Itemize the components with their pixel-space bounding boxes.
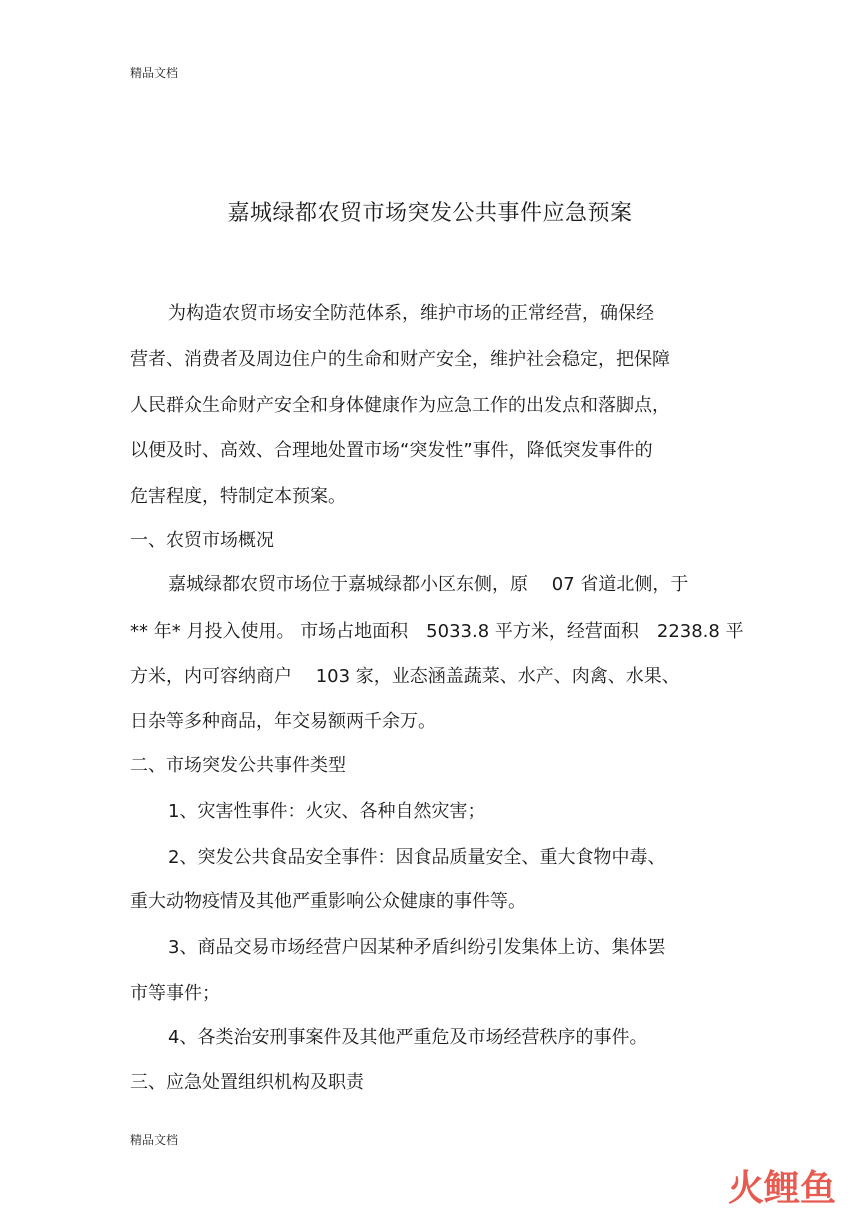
document-title: 嘉城绿都农贸市场突发公共事件应急预案: [227, 201, 633, 226]
section-3-heading: 三、应急处置组织机构及职责: [130, 1072, 364, 1093]
section-2-item-2-line-2: 重大动物疫情及其他严重影响公众健康的事件等。: [130, 891, 526, 912]
footer-mark: 精品文档: [130, 1133, 179, 1147]
intro-line-5: 危害程度，特制定本预案。: [130, 486, 346, 507]
section-2-item-1: 1、灾害性事件：火灾、各种自然灾害；: [168, 801, 486, 822]
section-1-heading: 一、农贸市场概况: [130, 530, 274, 551]
section-2-heading: 二、市场突发公共事件类型: [130, 755, 346, 776]
intro-line-2: 营者、消费者及周边住户的生命和财产安全，维护社会稳定，把保障: [130, 349, 670, 370]
intro-line-4: 以便及时、高效、合理地处置市场“突发性”事件，降低突发事件的: [130, 440, 653, 461]
section-1-line-1: 嘉城绿都农贸市场位于嘉城绿都小区东侧，原 07 省道北侧，于: [168, 574, 689, 595]
section-2-item-3-line-2: 市等事件；: [130, 983, 220, 1004]
header-mark: 精品文档: [130, 66, 179, 80]
intro-line-3: 人民群众生命财产安全和身体健康作为应急工作的出发点和落脚点，: [130, 395, 670, 416]
section-2-item-2-line-1: 2、突发公共食品安全事件：因食品质量安全、重大食物中毒、: [168, 847, 666, 868]
watermark-logo-text: 火鲤鱼: [727, 1168, 836, 1208]
section-1-line-4: 日杂等多种商品，年交易额两千余万。: [130, 711, 436, 732]
section-1-line-2: ** 年* 月投入使用。 市场占地面积 5033.8 平方米，经营面积 2238.8 平: [130, 621, 744, 642]
section-1-line-3: 方米，内可容纳商户 103 家，业态涵盖蔬菜、水产、肉禽、水果、: [130, 666, 680, 687]
intro-line-1: 为构造农贸市场安全防范体系，维护市场的正常经营，确保经: [168, 303, 654, 324]
section-2-item-4: 4、各类治安刑事案件及其他严重危及市场经营秩序的事件。: [168, 1027, 648, 1048]
section-2-item-3-line-1: 3、商品交易市场经营户因某种矛盾纠纷引发集体上访、集体罢: [168, 937, 666, 958]
watermark-logo: [688, 1164, 838, 1208]
